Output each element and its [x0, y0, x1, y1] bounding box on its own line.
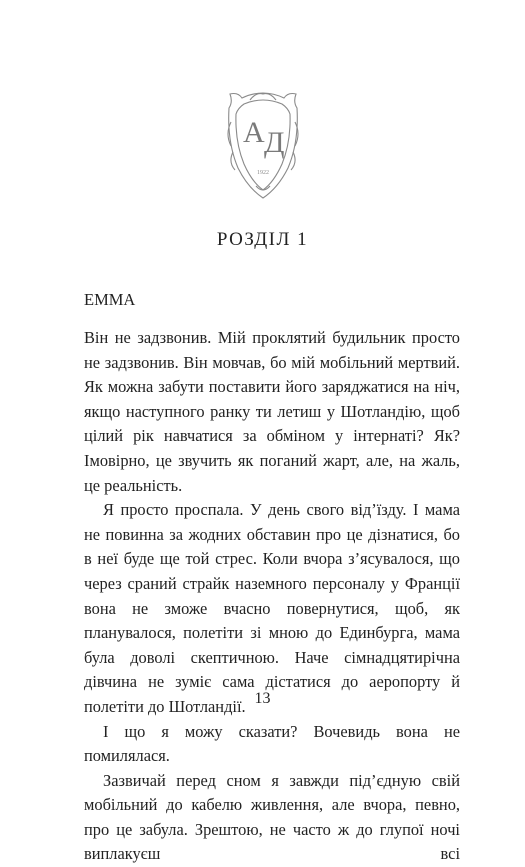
crest-year: 1922 [257, 170, 269, 176]
crest-top-scroll [250, 94, 276, 100]
chapter-body-text [84, 326, 460, 867]
chapter-title: РОЗДІЛ 1 [216, 229, 309, 250]
crest-letter-a: А [243, 116, 265, 149]
publisher-crest-emblem [222, 82, 304, 202]
paragraph-2: Я просто проспала. У день свого від’їзду. І мама не повинна за жодних обставин про це дізнатися, бо в неї буде ще той стрес. Коли вчора з’ясувалося, що через сраний страйк наземного персоналу у Франції вона не зможе вчасно повернутися, щоб, як планувалося, полетіти зі мною до Единбурга, мама була доволі скептичною. Наче сімнадцятирічна дівчина не зуміє сама дістатися до аеропорту й полетіти до Шотландії. [84, 500, 460, 716]
paragraph-4: Зазвичай перед сном я завжди під’єдную свій мобільний до кабелю живлення, але вчора, певно, про це забула. Зрештою, не часто ж до глупої ночі виплакуєш всі [84, 770, 460, 864]
paragraph-3: І що я можу сказати? Вочевидь вона не помилялася. [84, 721, 460, 766]
page-number: 13 [254, 690, 271, 707]
paragraph-1: Він не задзвонив. Мій проклятий будильник просто не задзвонив. Він мовчав, бо мій мобільний мертвий. Як можна забути поставити його заряджатися на ніч, якщо наступного ранку ти летиш у Шотландію, щоб цілий рік навчатися за обміном у інтернаті? Як? Імовірно, це звучить як поганий жарт, але, на жаль, це реальність. [84, 328, 460, 495]
crest-letter-d: Д [264, 126, 285, 159]
chapter-character-name: ЕММА [84, 290, 136, 309]
